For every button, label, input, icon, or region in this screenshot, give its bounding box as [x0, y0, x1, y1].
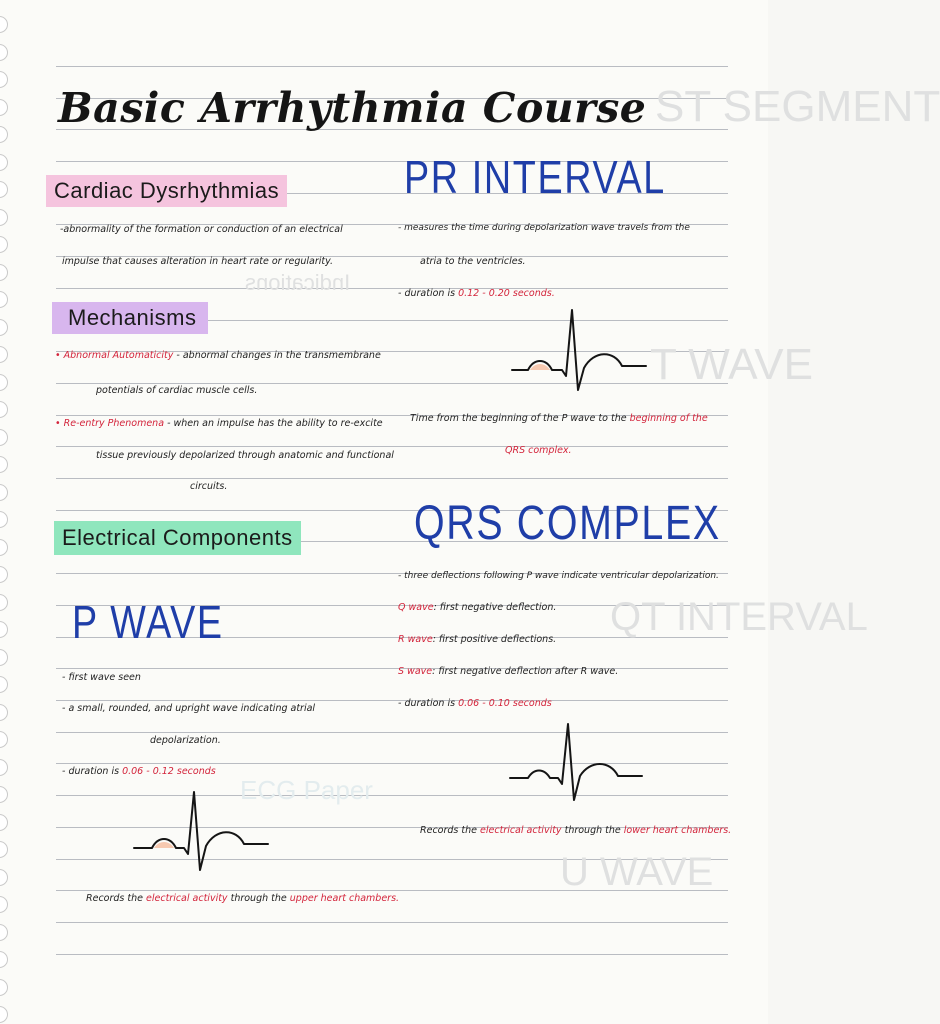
- mechanism-2-line-3: circuits.: [190, 481, 228, 492]
- mechanism-2-line-2: tissue previously depolarized through anatomic and functional: [96, 450, 394, 461]
- ruled-line: [56, 954, 728, 955]
- binder-hole: [0, 401, 8, 418]
- cardiac-line-2: impulse that causes alteration in heart rate or regularity.: [62, 256, 334, 267]
- binder-hole: [0, 869, 8, 886]
- pr-time-qrs: QRS complex.: [505, 445, 572, 456]
- pwave-records-prefix: Records the: [86, 893, 143, 904]
- pr-duration-value: 0.12 - 0.20 seconds.: [458, 288, 555, 299]
- ekg-trace-qrs-complex: [508, 720, 644, 806]
- mechanism-bullet-1: [55, 350, 381, 361]
- qrs-records-mid: through the: [564, 825, 621, 836]
- pr-line-1: - measures the time during depolarization wave travels from the: [398, 223, 690, 233]
- ghost-text-ecg-paper: ECG Paper: [240, 775, 373, 805]
- bullet-dot: •: [55, 418, 61, 429]
- pr-duration: [398, 288, 555, 299]
- term-re-entry-phenomena: Re-entry Phenomena: [63, 418, 165, 429]
- q-wave-text: : first negative deflection.: [433, 602, 557, 613]
- binder-hole: [0, 456, 8, 473]
- binder-hole: [0, 1006, 8, 1023]
- pwave-line-1: - first wave seen: [62, 672, 141, 683]
- qrs-q-wave: [398, 602, 556, 613]
- cardiac-line-1: -abnormality of the formation or conduction of an electrical: [60, 224, 343, 235]
- qrs-records-prefix: Records the: [420, 825, 477, 836]
- ruled-line: [56, 700, 728, 701]
- ruled-line: [56, 288, 728, 289]
- binder-hole: [0, 924, 8, 941]
- binder-hole: [0, 346, 8, 363]
- binder-hole: [0, 759, 8, 776]
- ruled-line: [56, 922, 728, 923]
- binder-hole: [0, 704, 8, 721]
- heading-electrical-components: Electrical Components: [54, 521, 301, 555]
- binder-hole: [0, 16, 8, 33]
- qrs-records: [420, 825, 731, 836]
- q-wave-label: Q wave: [398, 602, 434, 613]
- binder-hole: [0, 511, 8, 528]
- ekg-trace-pr-interval: [510, 306, 650, 394]
- qrs-duration: [398, 698, 552, 709]
- qrs-line-1: - three deflections following P wave indicate ventricular depolarization.: [398, 571, 719, 581]
- pr-time-prefix: Time from the beginning of the P wave to the: [410, 413, 627, 424]
- pwave-records-mid: through the: [230, 893, 287, 904]
- pwave-line-2: - a small, rounded, and upright wave indicating atrial: [62, 703, 316, 714]
- qrs-duration-value: 0.06 - 0.10 seconds: [458, 698, 552, 709]
- binder-hole: [0, 181, 8, 198]
- binder-hole: [0, 429, 8, 446]
- binder-hole: [0, 374, 8, 391]
- pr-duration-label: - duration is: [398, 288, 456, 299]
- binder-hole: [0, 594, 8, 611]
- ruled-line: [56, 66, 728, 67]
- ruled-line: [56, 446, 728, 447]
- ruled-line: [56, 668, 728, 669]
- r-wave-label: R wave: [398, 634, 433, 645]
- binder-hole: [0, 484, 8, 501]
- binder-hole: [0, 154, 8, 171]
- binder-hole: [0, 566, 8, 583]
- pr-time: [410, 413, 708, 424]
- heading-cardiac-dysrhythmias: Cardiac Dysrhythmias: [46, 175, 287, 207]
- qrs-duration-label: - duration is: [398, 698, 456, 709]
- ghost-text-u-wave: U WAVE: [560, 850, 714, 894]
- page-title: Basic Arrhythmia Course: [58, 84, 647, 132]
- mechanism-1-text: - abnormal changes in the transmembrane: [176, 350, 381, 361]
- bullet-dot: •: [55, 350, 61, 361]
- binder-hole: [0, 319, 8, 336]
- qrs-r-wave: [398, 634, 556, 645]
- heading-p-wave: P WAVE: [72, 596, 224, 648]
- term-abnormal-automaticity: Abnormal Automaticity: [63, 350, 174, 361]
- binder-hole: [0, 209, 8, 226]
- ghost-text-indications: Indications: [245, 270, 351, 295]
- pwave-duration-value: 0.06 - 0.12 seconds: [122, 766, 216, 777]
- binder-hole: [0, 236, 8, 253]
- binder-hole: [0, 896, 8, 913]
- pwave-duration: [62, 766, 216, 777]
- heading-mechanisms: Mechanisms: [52, 302, 208, 334]
- binder-hole: [0, 291, 8, 308]
- pr-line-2: atria to the ventricles.: [420, 256, 526, 267]
- ruled-line: [56, 478, 728, 479]
- binder-hole: [0, 649, 8, 666]
- binder-hole: [0, 539, 8, 556]
- binder-hole: [0, 71, 8, 88]
- pwave-records-upper-chambers: upper heart chambers.: [289, 893, 400, 904]
- ghost-text-t-wave: T WAVE: [650, 340, 813, 389]
- ghost-text-qt-interval: QT INTERVAL: [610, 595, 868, 639]
- binder-hole: [0, 786, 8, 803]
- pr-time-beginning: beginning of the: [629, 413, 708, 424]
- mechanism-2-text: - when an impulse has the ability to re-excite: [167, 418, 383, 429]
- s-wave-text: : first negative deflection after R wave.: [432, 666, 619, 677]
- binder-hole: [0, 44, 8, 61]
- pwave-duration-label: - duration is: [62, 766, 120, 777]
- binder-hole: [0, 814, 8, 831]
- heading-qrs-complex: QRS COMPLEX: [414, 497, 721, 550]
- qrs-records-lower-chambers: lower heart chambers.: [623, 825, 732, 836]
- pwave-records-electrical-activity: electrical activity: [146, 893, 228, 904]
- binder-hole: [0, 621, 8, 638]
- binder-hole: [0, 676, 8, 693]
- pwave-line-3: depolarization.: [150, 735, 221, 746]
- heading-pr-interval: PR INTERVAL: [404, 151, 666, 203]
- ekg-trace-p-wave: [132, 788, 272, 872]
- ghost-text-st: ST SEGMENT: [655, 82, 940, 131]
- qrs-s-wave: [398, 666, 618, 677]
- mechanism-1-line-2: potentials of cardiac muscle cells.: [96, 385, 258, 396]
- binder-hole: [0, 99, 8, 116]
- binder-hole: [0, 731, 8, 748]
- binder-hole: [0, 264, 8, 281]
- mechanism-bullet-2: [55, 418, 383, 429]
- binder-hole: [0, 951, 8, 968]
- s-wave-label: S wave: [398, 666, 433, 677]
- r-wave-text: : first positive deflections.: [432, 634, 557, 645]
- binder-hole: [0, 841, 8, 858]
- pwave-records: [86, 893, 399, 904]
- binder-hole: [0, 126, 8, 143]
- qrs-records-electrical-activity: electrical activity: [480, 825, 562, 836]
- binder-hole: [0, 979, 8, 996]
